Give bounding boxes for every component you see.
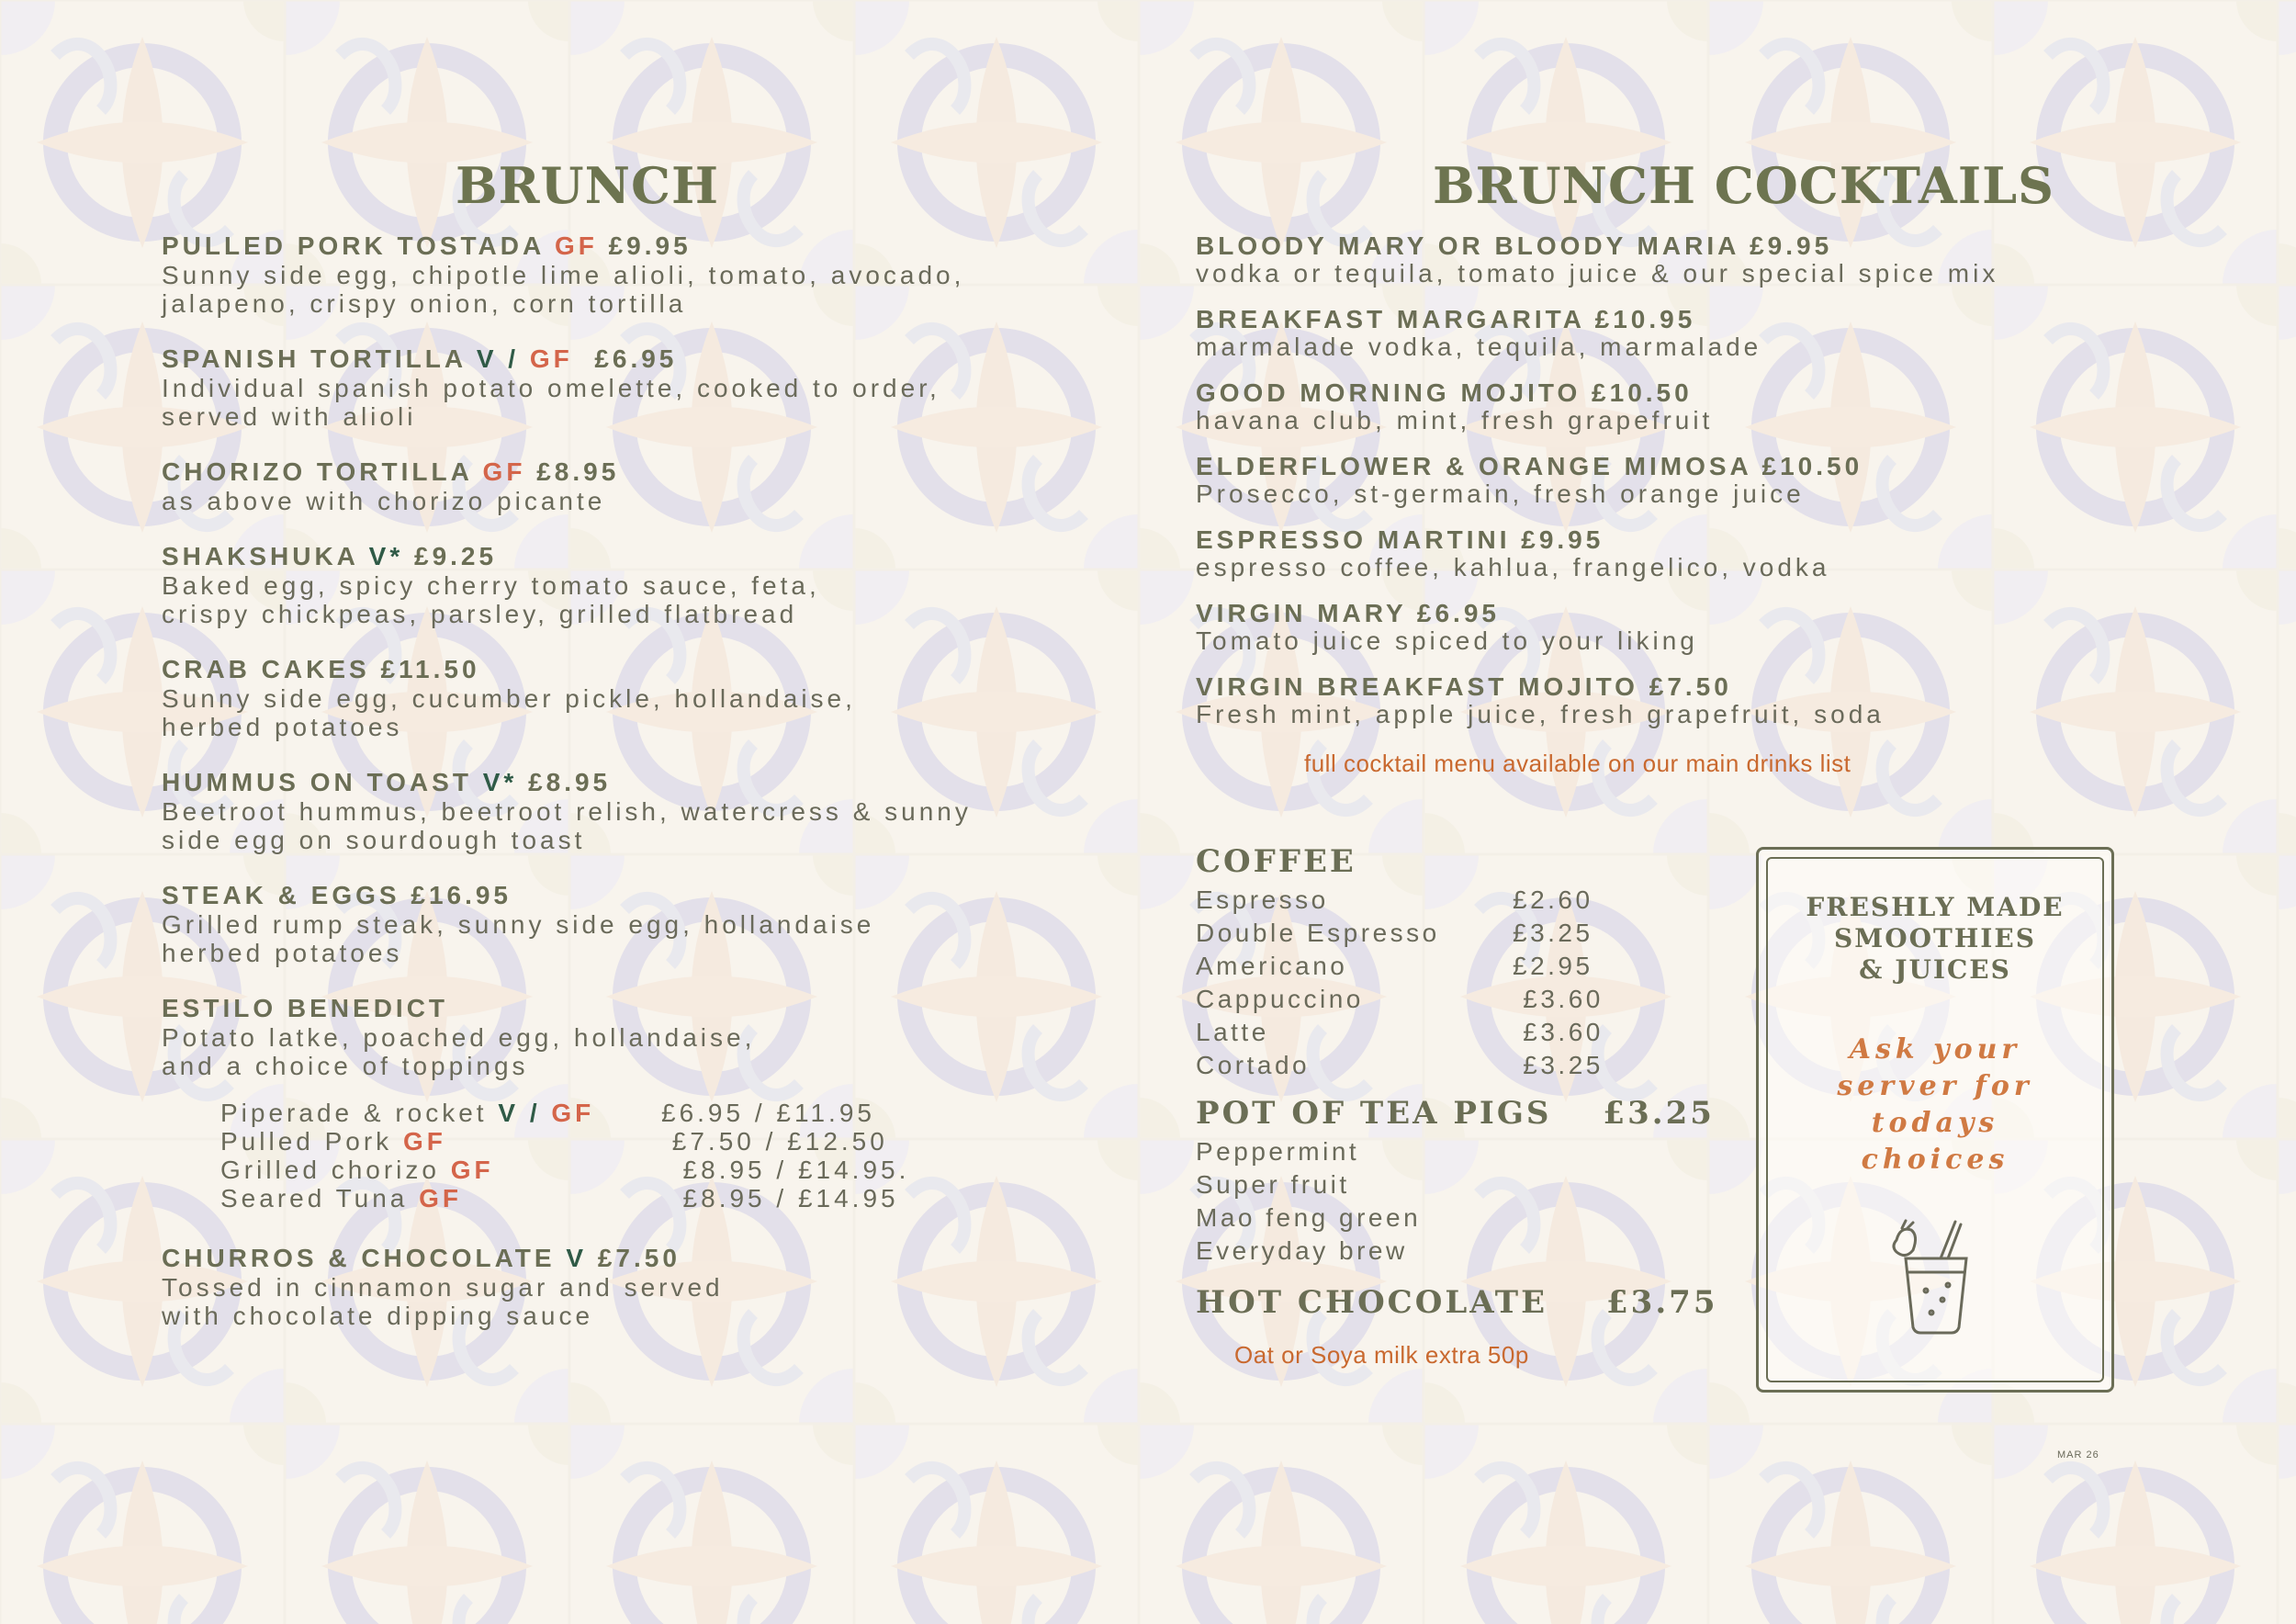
topping-row: Grilled chorizo GF £8.95 / £14.95.	[220, 1156, 910, 1184]
item-name: STEAK & EGGS £16.95	[162, 881, 512, 909]
brunch-title: BRUNCH	[456, 156, 719, 215]
topping-price: £6.95 / £11.95	[661, 1099, 875, 1127]
cocktail-item	[1196, 231, 2206, 287]
smoothies-box	[1756, 847, 2114, 1393]
item-name: VIRGIN MARY £6.95	[1196, 599, 1500, 627]
item-name: CRAB CAKES £11.50	[162, 655, 480, 683]
cocktails-title: BRUNCH COCKTAILS	[1433, 156, 2055, 215]
item-description: Prosecco, st-germain, fresh orange juice	[1196, 479, 1805, 508]
menu-item	[162, 457, 1080, 515]
tea-heading: POT OF TEA PIGS £3.25	[1196, 1095, 1715, 1132]
smoothie-glass-icon	[1887, 1217, 1979, 1341]
item-description: Baked egg, spicy cherry tomato sauce, feta, crispy chickpeas, parsley, grilled flatbread	[162, 571, 820, 628]
menu-item	[162, 344, 1080, 431]
coffee-row: Americano £2.95	[1196, 952, 1593, 980]
item-name: ESPRESSO MARTINI £9.95	[1196, 525, 1604, 554]
tea-item: Everyday brew	[1196, 1236, 1408, 1265]
coffee-row: Espresso £2.60	[1196, 885, 1593, 914]
item-description: Beetroot hummus, beetroot relish, watercress & sunny side egg on sourdough toast	[162, 797, 972, 854]
cocktail-item	[1196, 378, 2206, 434]
tea-item: Super fruit	[1196, 1170, 1350, 1199]
item-description: Fresh mint, apple juice, fresh grapefruit, soda	[1196, 700, 1885, 728]
menu-item	[162, 1244, 1080, 1330]
menu-item	[162, 231, 1080, 318]
item-name: CHURROS & CHOCOLATE V £7.50	[162, 1244, 681, 1272]
coffee-row: Double Espresso £3.25	[1196, 919, 1593, 947]
cocktail-item	[1196, 672, 2206, 727]
item-description: marmalade vodka, tequila, marmalade	[1196, 333, 1762, 361]
toppings-list	[220, 1099, 1080, 1212]
topping-row: Pulled Pork GF £7.50 / £12.50	[220, 1127, 888, 1156]
item-description: Potato latke, poached egg, hollandaise, and a choice of toppings	[162, 1023, 756, 1080]
item-description: Grilled rump steak, sunny side egg, hollandaise herbed potatoes	[162, 910, 875, 967]
tea-item: Peppermint	[1196, 1137, 1360, 1166]
topping-price: £8.95 / £14.95	[661, 1184, 899, 1212]
item-description: Individual spanish potato omelette, cooked to order, served with alioli	[162, 374, 940, 431]
item-name: VIRGIN BREAKFAST MOJITO £7.50	[1196, 672, 1732, 701]
item-name: BLOODY MARY OR BLOODY MARIA £9.95	[1196, 231, 1833, 260]
topping-price: £7.50 / £12.50	[661, 1127, 888, 1156]
smoothies-ask-text: Ask your server for todays choices	[1837, 1033, 2033, 1176]
item-description: as above with chorizo picante	[162, 487, 606, 515]
cocktail-item	[1196, 452, 2206, 507]
item-name: BREAKFAST MARGARITA £10.95	[1196, 305, 1696, 333]
cocktails-column	[1196, 156, 2206, 778]
item-description: Tomato juice spiced to your liking	[1196, 626, 1698, 655]
cocktail-menu-note: full cocktail menu available on our main drinks list	[1304, 750, 1851, 777]
item-name: ESTILO BENEDICT	[162, 994, 449, 1022]
coffee-heading: COFFEE	[1196, 843, 1356, 880]
coffee-row: Cappuccino £3.60	[1196, 985, 1604, 1013]
item-description: vodka or tequila, tomato juice & our special spice mix	[1196, 259, 1999, 288]
item-name: ELDERFLOWER & ORANGE MIMOSA £10.50	[1196, 452, 1863, 480]
menu-item	[162, 994, 1080, 1080]
item-name: CHORIZO TORTILLA GF £8.95	[162, 457, 620, 486]
cocktail-item	[1196, 525, 2206, 581]
menu-date: MAR 26	[2057, 1449, 2099, 1460]
topping-price: £8.95 / £14.95.	[661, 1156, 910, 1184]
menu-item	[162, 542, 1080, 628]
cocktail-item	[1196, 305, 2206, 360]
cocktail-item	[1196, 599, 2206, 654]
item-name: SPANISH TORTILLA V / GF £6.95	[162, 344, 678, 373]
brunch-column	[162, 156, 1080, 1330]
item-name: GOOD MORNING MOJITO £10.50	[1196, 378, 1693, 407]
smoothies-title: FRESHLY MADE SMOOTHIES & JUICES	[1806, 892, 2065, 985]
coffee-row: Latte £3.60	[1196, 1018, 1604, 1046]
coffee-row: Cortado £3.25	[1196, 1051, 1604, 1079]
item-description: espresso coffee, kahlua, frangelico, vodka	[1196, 553, 1830, 581]
menu-item	[162, 768, 1080, 854]
item-name: HUMMUS ON TOAST V* £8.95	[162, 768, 612, 796]
item-description: Sunny side egg, cucumber pickle, hollandaise, herbed potatoes	[162, 684, 856, 741]
item-description: havana club, mint, fresh grapefruit	[1196, 406, 1714, 434]
topping-row: Piperade & rocket V / GF £6.95 / £11.95	[220, 1099, 875, 1127]
coffee-section	[1196, 843, 1747, 1370]
item-name: SHAKSHUKA V* £9.25	[162, 542, 498, 570]
tea-item: Mao feng green	[1196, 1203, 1422, 1232]
item-description: Tossed in cinnamon sugar and served with chocolate dipping sauce	[162, 1273, 724, 1330]
item-description: Sunny side egg, chipotle lime alioli, tomato, avocado, jalapeno, crispy onion, corn tortilla	[162, 261, 965, 318]
milk-note: Oat or Soya milk extra 50p	[1234, 1341, 1529, 1369]
hot-chocolate-heading: HOT CHOCOLATE £3.75	[1196, 1284, 1718, 1321]
menu-item	[162, 881, 1080, 967]
item-name: PULLED PORK TOSTADA GF £9.95	[162, 231, 692, 260]
topping-row: Seared Tuna GF £8.95 / £14.95	[220, 1184, 899, 1212]
menu-item	[162, 655, 1080, 741]
